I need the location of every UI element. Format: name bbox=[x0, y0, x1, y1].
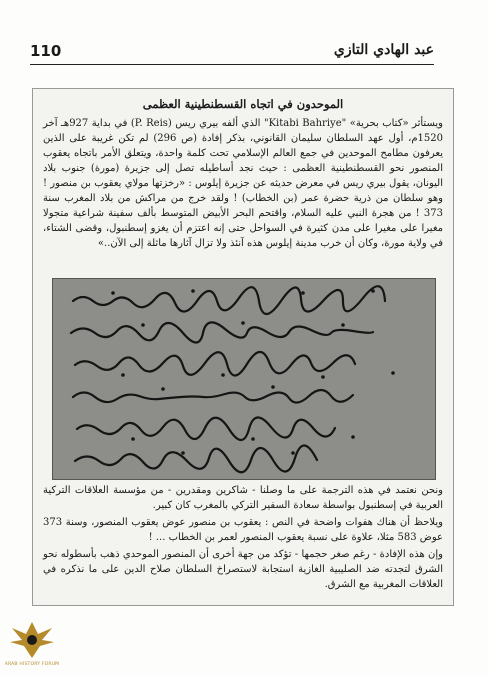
logo-label: ARAB HISTORY FORUM bbox=[4, 662, 60, 667]
running-head: عبد الهادي التازي bbox=[333, 42, 434, 58]
page-number: 110 bbox=[30, 42, 62, 60]
section-paragraph: ويستأثر «كتاب بحرية» "Kitabi Bahriye" الذي ألفه بيري ريس (P. Reis) في بداية 927هـ آخر 1520م، أول عهد السلطان سليمان القانوني، بذكر إفادة (ص 296) لم تكن غريبة على الذين يعرفون مطامح الموحدين في جمع العالم الإسلامي تحت كلمة واحدة، ويتعلق الأمر باتجاه يعقوب المنصور نحو القسطنطينية العظمى : حيث نجد أساطيله تصل إلى جزيرة (مورة) جنوب بلاد اليونان، يقول بيري ريس في معرض حديثه عن جزيرة إيلوس : «رخزتها مولاي يعقوب بن منصور ! وهو سلطان من ذرية حضرة عمر (بن الخطاب) ! ولقد خرج من مراكش من بلاد المغرب سنة 373 ! من هجرة النبي عليه السلام، واقتحم البحر الأبيض المتوسط بألف سفينة شراعية متجولا مغيرا على مغيرا على مدن كثيرة في السواحل حتى إنه اعتزم أن يغزو إسطنبول، وقضى الشتاء، في ولاية مورة، وكان أن خرب مدينة إيلوس هذه آنئذ ولا تزال آثارها ماثلة إلى الآن..» bbox=[43, 118, 443, 249]
paragraph-1: ونحن نعتمد في هذه الترجمة على ما وصلنا - شاكرين ومقدرين - من مؤسسة العلاقات التركية العربية في إسطنبول بواسطة سعادة السفير التركي بالمغرب كان كبير. bbox=[43, 485, 443, 511]
paragraph-3: وإن هذه الإفادة - رغم صغر حجمها - تؤكد من جهة أخرى أن المنصور الموحدي ذهب بأسطوله نحو الشرق لتجدته ضد الصليبية الغازية استجابة لاستصراخ السلطان صلاح الدين على ما نذكره في العلاقات المغربية مع الشرق. bbox=[43, 549, 443, 590]
lower-text bbox=[43, 483, 443, 594]
manuscript-image bbox=[52, 278, 436, 480]
section-body bbox=[43, 97, 443, 251]
forum-logo bbox=[4, 618, 60, 672]
page-header bbox=[30, 40, 434, 65]
section-title: الموحدون في اتجاه القسطنطينية العظمى bbox=[142, 97, 344, 111]
eagle-logo-icon bbox=[4, 618, 60, 662]
paragraph-2: ويلاحظ أن هناك هفوات واضحة في النص : يعقوب بن منصور عوض يعقوب المنصور، وسنة 373 عوض 583 مثلا، علاوة على نسبة يعقوب المنصور لعمر بن الخطاب ... ! bbox=[43, 517, 443, 543]
manuscript-handwriting bbox=[53, 279, 435, 479]
